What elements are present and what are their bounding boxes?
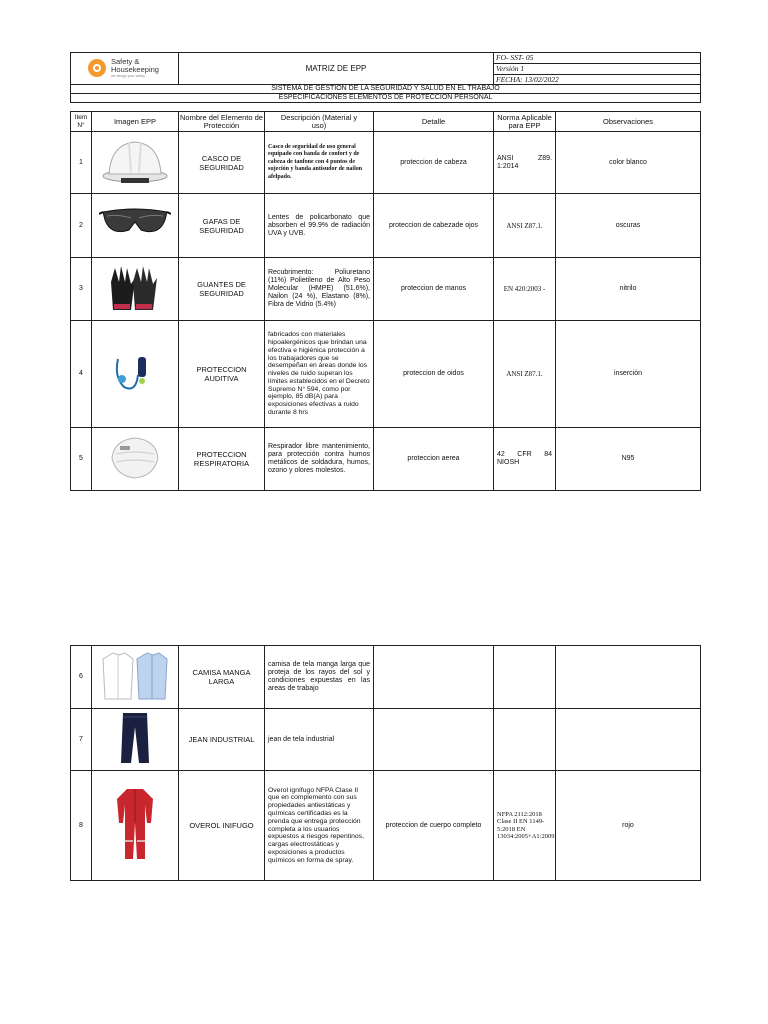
element-description: Respirador libre mantenimiento, para protección contra humos metálicos de soldadura, humos, ozono y olores molestos. xyxy=(265,428,374,491)
table-row xyxy=(71,646,701,709)
element-name: CAMISA MANGA LARGA xyxy=(179,646,265,709)
element-norm: NFPA 2112:2018 Clase II EN 1149-5:2018 EN 13034:2005+A1:2009 xyxy=(494,771,556,881)
element-norm: EN 420:2003 - xyxy=(494,258,556,321)
spec-title: ESPECIFICACIONES ELEMENTOS DE PROTECCION PERSONAL xyxy=(71,94,701,103)
document-version: Versión 1 xyxy=(494,64,700,75)
item-number: 8 xyxy=(71,771,92,881)
element-name: JEAN INDUSTRIAL xyxy=(179,709,265,771)
element-observations xyxy=(556,709,701,771)
jeans-image xyxy=(92,709,179,771)
element-observations xyxy=(556,646,701,709)
epp-table xyxy=(70,111,701,491)
item-number: 3 xyxy=(71,258,92,321)
logo-cell xyxy=(71,53,179,85)
system-title: SISTEMA DE GESTION DE LA SEGURIDAD Y SALUD EN EL TRABAJO xyxy=(71,85,701,94)
element-detail: proteccion aerea xyxy=(374,428,494,491)
element-name: PROTECCION RESPIRATORIA xyxy=(179,428,265,491)
element-norm xyxy=(494,709,556,771)
element-detail: proteccion de manos xyxy=(374,258,494,321)
col-norm: Norma Aplicable para EPP xyxy=(494,112,556,132)
column-header-row xyxy=(71,112,701,132)
item-number: 1 xyxy=(71,132,92,194)
logo-text-line2: Housekeeping xyxy=(111,65,159,74)
element-name: CASCO DE SEGURIDAD xyxy=(179,132,265,194)
table-row xyxy=(71,321,701,428)
logo-icon xyxy=(88,59,106,77)
col-description: Descripción (Material y uso) xyxy=(265,112,374,132)
logo-text-line1: Safety & xyxy=(111,57,140,66)
element-name: PROTECCION AUDITIVA xyxy=(179,321,265,428)
element-detail xyxy=(374,646,494,709)
coverall-image xyxy=(92,771,179,881)
element-detail: proteccion de cabeza xyxy=(374,132,494,194)
element-name: GAFAS DE SEGURIDAD xyxy=(179,194,265,258)
element-norm: 42 CFR 84 NIOSH xyxy=(494,428,556,491)
element-observations: oscuras xyxy=(556,194,701,258)
col-name: Nombre del Elemento de Protección xyxy=(180,112,263,130)
table-row xyxy=(71,428,701,491)
element-name: GUANTES DE SEGURIDAD xyxy=(179,258,265,321)
item-number: 4 xyxy=(71,321,92,428)
helmet-image xyxy=(92,132,179,194)
element-observations: nitrilo xyxy=(556,258,701,321)
document-code: FO- SST- 05 xyxy=(494,53,700,64)
document-date: FECHA: 13/02/2022 xyxy=(496,75,559,84)
element-norm: ANSI Z87.1. xyxy=(494,194,556,258)
logo-tagline: we design your safety xyxy=(111,74,145,78)
element-description: Casco de seguridad de uso general equipado con banda de confort y de cabeza de tanfone con 4 puntos de sujeción y banda antisudor de nailon afelpado. xyxy=(265,132,374,194)
goggles-image xyxy=(92,194,179,258)
element-description: Lentes de policarbonato que absorben el 99.9% de radiación UVA y UVB. xyxy=(265,194,374,258)
element-observations: inserción xyxy=(556,321,701,428)
item-number: 7 xyxy=(71,709,92,771)
matrix-title: MATRIZ DE EPP xyxy=(179,53,494,85)
col-detail: Detalle xyxy=(374,112,494,132)
header-table xyxy=(70,52,701,103)
respirator-image xyxy=(92,428,179,491)
col-observations: Observaciones xyxy=(556,112,701,132)
table-row xyxy=(71,771,701,881)
element-description: jean de tela industrial xyxy=(265,709,374,771)
element-description: Overol ignífugo NFPA Clase II que en complemento con sus propiedades antiestáticas y químicas certificadas es la prenda que entrega protección completa a los usuarios expuestos a riesgos repentinos, cargas electrostáticas y exposiciones a productos químicos en forma de spray. xyxy=(265,771,374,881)
gloves-image xyxy=(92,258,179,321)
element-detail: proteccion de cuerpo completo xyxy=(374,771,494,881)
element-observations: N95 xyxy=(556,428,701,491)
element-description: camisa de tela manga larga que proteja de los rayos del sol y condiciones expuestas en las areas de trabajo xyxy=(265,646,374,709)
element-detail xyxy=(374,709,494,771)
element-observations: rojo xyxy=(556,771,701,881)
element-norm: ANSI Z87.1. xyxy=(494,321,556,428)
element-detail: proteccion de oidos xyxy=(374,321,494,428)
table-row xyxy=(71,194,701,258)
element-observations: color blanco xyxy=(556,132,701,194)
element-norm: ANSI Z89. 1:2014 xyxy=(494,132,556,194)
shirts-image xyxy=(92,646,179,709)
table-row xyxy=(71,258,701,321)
table-row xyxy=(71,709,701,771)
col-image: Imagen EPP xyxy=(92,112,179,132)
element-norm xyxy=(494,646,556,709)
item-number: 6 xyxy=(71,646,92,709)
item-number: 2 xyxy=(71,194,92,258)
earplugs-image xyxy=(92,321,179,428)
table-row xyxy=(71,132,701,194)
epp-table-continued xyxy=(70,645,701,881)
element-description: fabricados con materiales hipoalergénicos que brindan una efectiva e higiénica protección a los trabajadores que se desempeñan en áreas donde los niveles de ruido superan los límites establecidos en el Decreto Supremo N° 594, como por ejemplo, 85 dB(A) para exposiciones efectivas a ruido durante 8 hrs xyxy=(265,321,374,428)
item-number: 5 xyxy=(71,428,92,491)
element-detail: proteccion de cabezade ojos xyxy=(374,194,494,258)
element-name: OVEROL INIFUGO xyxy=(179,771,265,881)
element-description: Recubrimento: Poliuretano (11%) Polietileno de Alto Peso Molecular (HMPE) (51.6%), Nailon (24 %), Elastano (8%), Fibra de Vidrio (5.4%) xyxy=(265,258,374,321)
col-item: Item N° xyxy=(71,112,92,132)
